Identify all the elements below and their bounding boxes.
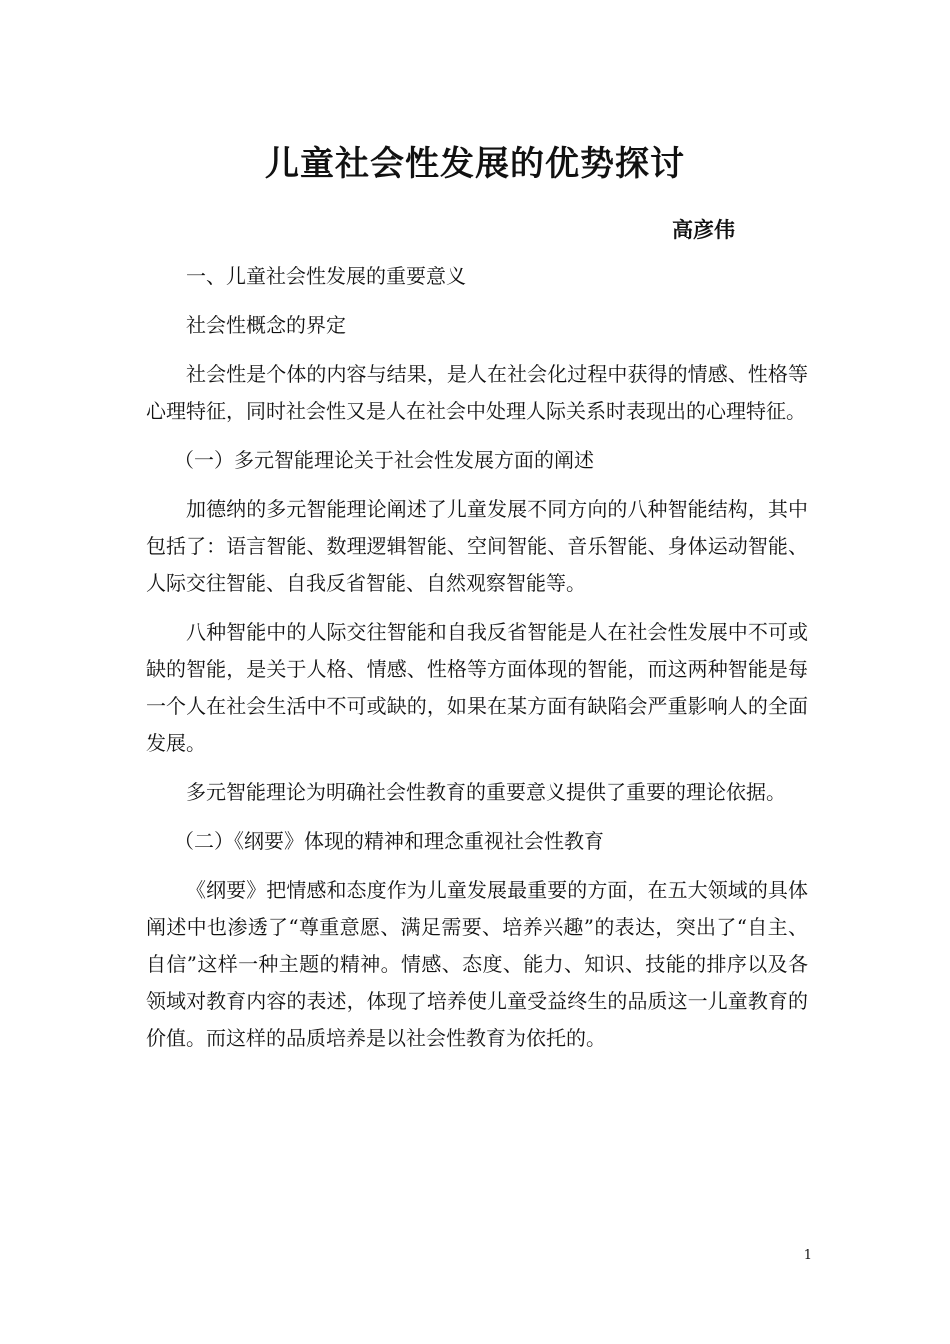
- document-author: 高彦伟: [672, 218, 735, 242]
- body-paragraph: 《纲要》把情感和态度作为儿童发展最重要的方面，在五大领域的具体阐述中也渗透了“尊重意愿、满足需要、培养兴趣”的表达，突出了“自主、自信”这样一种主题的精神。情感、态度、能力、知识、技能的排序以及各领域对教育内容的表述，体现了培养使儿童受益终生的品质这一儿童教育的价值。而这样的品质培养是以社会性教育为依托的。: [146, 878, 808, 1050]
- body-paragraph: 多元智能理论为明确社会性教育的重要意义提供了重要的理论依据。: [186, 780, 786, 804]
- body-paragraph: 社会性是个体的内容与结果，是人在社会化过程中获得的情感、性格等心理特征，同时社会性又是人在社会中处理人际关系时表现出的心理特征。: [146, 362, 808, 423]
- section-heading: 一、儿童社会性发展的重要意义: [186, 264, 466, 288]
- page-number: 1: [803, 1248, 812, 1263]
- subsection-heading: 社会性概念的界定: [186, 313, 346, 337]
- numbered-subheading: （一）多元智能理论关于社会性发展方面的阐述: [174, 448, 594, 472]
- document-body: [146, 258, 808, 1069]
- body-paragraph: 加德纳的多元智能理论阐述了儿童发展不同方向的八种智能结构，其中包括了：语言智能、数理逻辑智能、空间智能、音乐智能、身体运动智能、人际交往智能、自我反省智能、自然观察智能等。: [146, 497, 808, 595]
- document-title: 儿童社会性发展的优势探讨: [265, 144, 685, 184]
- numbered-subheading: （二）《纲要》体现的精神和理念重视社会性教育: [174, 829, 604, 853]
- body-paragraph: 八种智能中的人际交往智能和自我反省智能是人在社会性发展中不可或缺的智能，是关于人格、情感、性格等方面体现的智能，而这两种智能是每一个人在社会生活中不可或缺的，如果在某方面有缺陷会严重影响人的全面发展。: [146, 620, 808, 755]
